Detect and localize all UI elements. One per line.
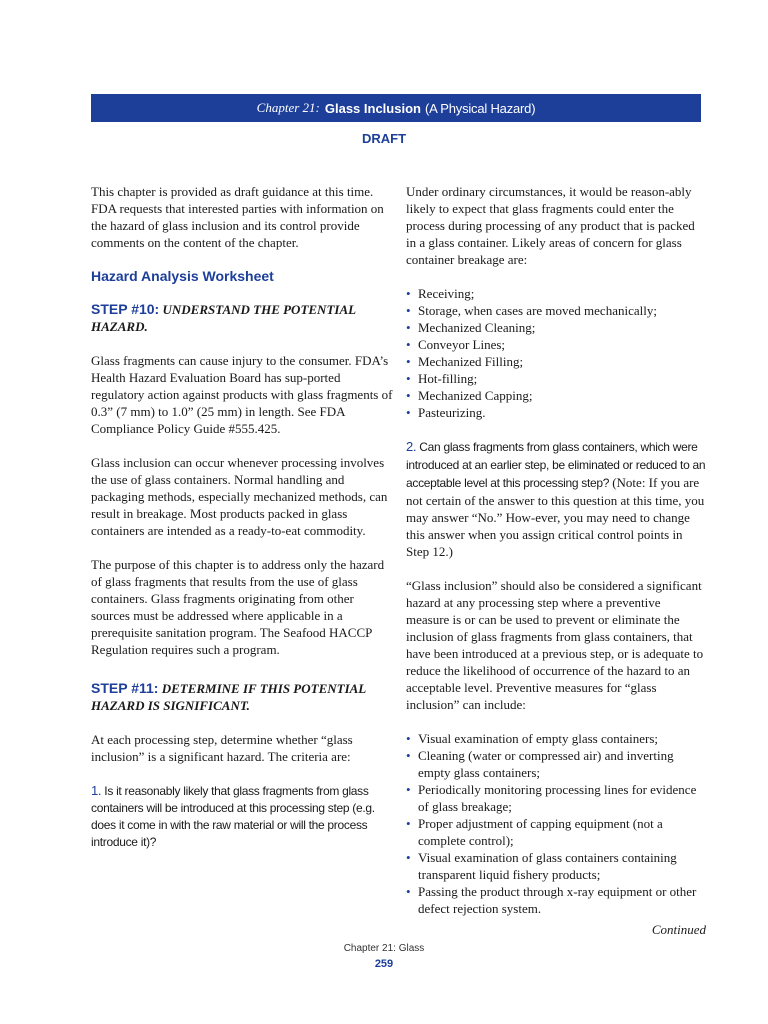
list-item: • Periodically monitoring processing lines for evidence of glass breakage; <box>406 782 697 814</box>
bullet-glyph: • <box>406 320 411 335</box>
list-item: • Visual examination of empty glass containers; <box>406 731 659 746</box>
bullet-glyph: • <box>406 731 411 746</box>
list-item: • Proper adjustment of capping equipment (not a complete control); <box>406 816 663 848</box>
preventive-measures-list <box>406 730 706 917</box>
paragraph-significance: “Glass inclusion” should also be considered a significant hazard at any processing step where a preventive measure is or can be used to prevent or eliminate the inclusion of glass fragments from glass containers, that have been introduced at a previous step, or is adequate to reduce the likelihood of occurrence of the hazard to an acceptable level. Preventive measures for “glass inclusion” can include: <box>406 578 704 712</box>
draft-label: DRAFT <box>361 131 407 146</box>
bullet-glyph: • <box>406 354 411 369</box>
right-column <box>406 183 706 938</box>
list-item: • Mechanized Cleaning; <box>406 320 536 335</box>
step-11-title: DETERMINE IF THIS POTENTIAL HAZARD IS SIGNIFICANT. <box>91 681 366 713</box>
step-10-number: STEP #10: <box>91 301 160 317</box>
list-item: • Mechanized Filling; <box>406 354 524 369</box>
list-item: • Storage, when cases are moved mechanically; <box>406 303 657 318</box>
footer-chapter-title: Chapter 21: Glass <box>343 943 425 954</box>
breakage-areas-list <box>406 285 706 421</box>
question-2-text: Can glass fragments from glass containers, which were introduced at an earlier step, be eliminated or reduced to an acceptable level at this processing step? <box>406 440 706 490</box>
bullet-glyph: • <box>406 748 411 763</box>
bullet-glyph: • <box>406 303 411 318</box>
list-item: • Hot-filling; <box>406 371 478 386</box>
list-item: • Visual examination of glass containers containing transparent liquid fishery products; <box>406 850 677 882</box>
step-10-title: UNDERSTAND THE POTENTIAL HAZARD. <box>91 302 356 334</box>
bullet-glyph: • <box>406 884 411 899</box>
question-2 <box>406 438 706 560</box>
bullet-glyph: • <box>406 850 411 865</box>
bullet-glyph: • <box>406 405 411 420</box>
bullet-glyph: • <box>406 782 411 797</box>
bullet-glyph: • <box>406 816 411 831</box>
paragraph-purpose: The purpose of this chapter is to address only the hazard of glass fragments that results from the use of glass containers. Glass fragments originating from other sources must be addressed where applicable in a prerequisite sanitation program. The Seafood HACCP Regulation requires such a program. <box>91 557 385 657</box>
list-item: • Conveyor Lines; <box>406 337 506 352</box>
bullet-glyph: • <box>406 286 411 301</box>
question-1 <box>91 782 393 851</box>
bullet-glyph: • <box>406 337 411 352</box>
question-1-text: Is it reasonably likely that glass fragments from glass containers will be introduced at this processing step (e.g. does it come in with the raw material or will the process introduce it)? <box>91 784 375 849</box>
chapter-title: Glass Inclusion <box>324 100 421 116</box>
chapter-subtitle: (A Physical Hazard) <box>424 100 536 116</box>
list-item: • Passing the product through x-ray equipment or other defect rejection system. <box>406 884 697 916</box>
list-item: • Cleaning (water or compressed air) and inverting empty glass containers; <box>406 748 674 780</box>
left-column <box>91 183 393 868</box>
step-11-heading <box>91 680 393 714</box>
step-10-heading <box>91 301 393 335</box>
paragraph-occurrence: Glass inclusion can occur whenever processing involves the use of glass containers. Normal handling and packaging methods, especially mechanized methods, can result in breakage. Most products packed in glass containers are intended as a ready-to-eat commodity. <box>91 455 388 538</box>
paragraph-circumstances: Under ordinary circumstances, it would be reason-ably likely to expect that glass fragments could enter the process during processing of any product that is packed in a glass container. Likely areas of concern for glass container breakage are: <box>406 184 695 267</box>
worksheet-heading: Hazard Analysis Worksheet <box>91 268 274 284</box>
list-item: • Receiving; <box>406 286 475 301</box>
chapter-number: Chapter 21: <box>256 100 320 115</box>
paragraph-injury: Glass fragments can cause injury to the consumer. FDA’s Health Hazard Evaluation Board has sup-ported regulatory action against products with glass fragments of 0.3” (7 mm) to 1.0” (25 mm) in length. See FDA Compliance Policy Guide #555.425. <box>91 353 393 436</box>
bullet-glyph: • <box>406 388 411 403</box>
list-item: • Mechanized Capping; <box>406 388 533 403</box>
intro-paragraph: This chapter is provided as draft guidance at this time. FDA requests that interested parties with information on the hazard of glass inclusion and its control provide comments on the content of the chapter. <box>91 184 384 250</box>
step-11-number: STEP #11: <box>91 680 159 696</box>
question-2-note: (Note: If you are not certain of the answer to this question at this time, you may answer “No.” How-ever, you may need to change this answer when you assign critical control points in Step 12.) <box>406 475 705 559</box>
question-2-number: 2. <box>406 439 417 454</box>
continued-label: Continued <box>651 922 706 937</box>
bullet-glyph: • <box>406 371 411 386</box>
chapter-header-bar <box>91 94 701 122</box>
question-1-number: 1. <box>91 783 102 798</box>
list-item: • Pasteurizing. <box>406 405 486 420</box>
page-number: 259 <box>374 958 394 970</box>
paragraph-criteria: At each processing step, determine whether “glass inclusion” is a significant hazard. The criteria are: <box>91 732 353 764</box>
